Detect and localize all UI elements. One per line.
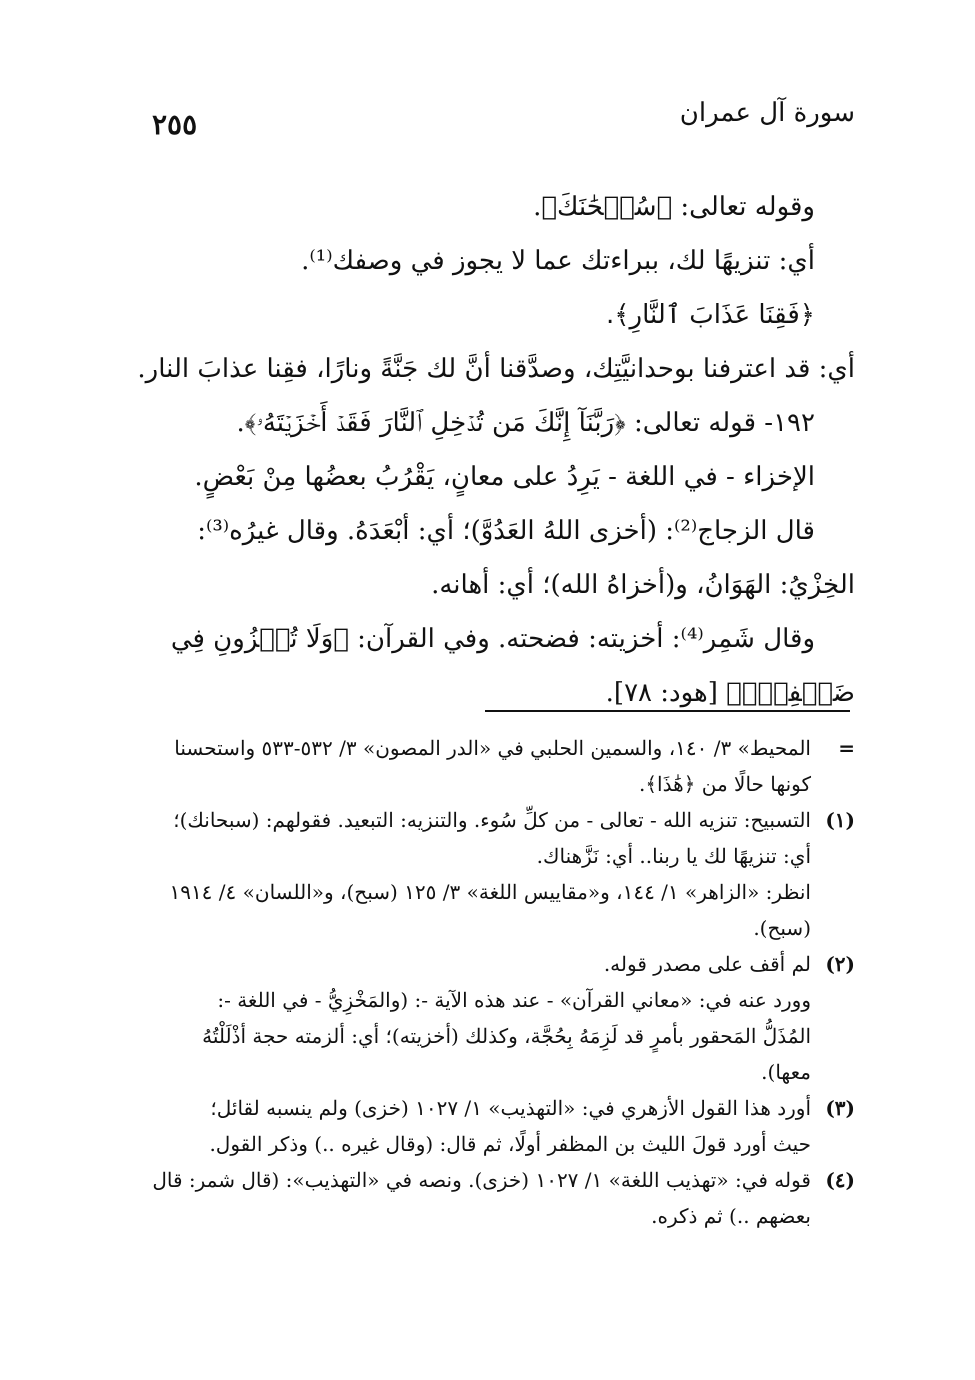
verse-heading: ١٩٢- قوله تعالى: ﴿رَبَّنَآ إِنَّكَ مَن تُدۡخِلِ ٱلنَّارَ فَقَدۡ أَخۡزَيۡتَهُۥ﴾. bbox=[236, 408, 815, 438]
continuation-marker: = bbox=[838, 736, 855, 760]
footnote-marker: (١) bbox=[825, 808, 855, 832]
body-line: الخِزْيُ: الهَوَانُ، و(أخزاهُ الله)؛ أي: أهانه. bbox=[431, 570, 855, 600]
body-line: وقال شَمِر⁽⁴⁾: أخزيته: فضحته. وفي القرآن: ﴿وَلَا تُخۡزُونِ فِي bbox=[170, 624, 815, 654]
footnote-line: وورد عنه في: «معاني القرآن» - عند هذه الآية -: (والمَخْزِيُّ - في اللغة -: bbox=[217, 988, 811, 1012]
footnote-marker: (٣) bbox=[825, 1096, 855, 1120]
footnote-marker: (٢) bbox=[825, 952, 855, 976]
body-line: أي: قد اعترفنا بوحدانيَّتِك، وصدَّقنا أنَّ لك جَنَّةً ونارًا، فقِنا عذابَ النار. bbox=[137, 354, 855, 384]
footnote-line: قوله في: «تهذيب اللغة» ١/ ١٠٢٧ (خزى). ونصه في «التهذيب»: (قال شمر: قال bbox=[152, 1168, 811, 1192]
quran-verse: ﴿فَقِنَا عَذَابَ ٱلنَّارِ﴾. bbox=[606, 300, 815, 330]
footnote-line: انظر: «الزاهر» ١/ ١٤٤، و«مقاييس اللغة» ٣/ ١٢٥ (سبح)، و«اللسان» ٤/ ١٩١٤ bbox=[169, 880, 811, 904]
footnote-separator bbox=[485, 710, 850, 712]
footnote-line: أي: تنزيهًا لك يا ربنا.. أي: نَزَّهناك. bbox=[536, 844, 811, 868]
body-line: الإخزاء - في اللغة - يَرِدُ على معانٍ، يَقْرُبُ بعضُها مِنْ بَعْضٍ. bbox=[194, 462, 815, 492]
body-line: أي: تنزيهًا لك، ببراءتك عما لا يجوز في وصفك⁽¹⁾. bbox=[301, 246, 815, 276]
footnote-3 bbox=[128, 1090, 855, 1162]
footnote-line: معها). bbox=[761, 1060, 811, 1084]
body-line: ضَيۡفِيٓۖ﴾ [هود: ٧٨]. bbox=[605, 678, 855, 708]
footnotes bbox=[128, 730, 855, 1234]
footnote-continuation bbox=[128, 730, 855, 802]
footnote-marker: (٤) bbox=[825, 1168, 855, 1192]
body-line: قال الزجاج⁽²⁾: (أخزى اللهُ العَدُوَّ)؛ أي: أبْعَدَهُ. وقال غيرُه⁽³⁾: bbox=[197, 516, 815, 546]
main-text bbox=[128, 180, 855, 720]
footnote-line: المحيط» ٣/ ١٤٠، والسمين الحلبي في «الدر المصون» ٣/ ٥٣٢-٥٣٣ واستحسنا bbox=[174, 736, 811, 760]
footnote-4 bbox=[128, 1162, 855, 1234]
footnote-line: التسبيح: تنزيه الله - تعالى - من كلِّ سُوء. والتنزيه: التبعيد. فقولهم: (سبحانك)؛ bbox=[173, 808, 811, 832]
footnote-line: لم أقف على مصدر قوله. bbox=[603, 952, 811, 976]
footnote-1 bbox=[128, 802, 855, 946]
footnote-line: بعضهم ..) ثم ذكره. bbox=[651, 1204, 811, 1228]
footnote-line: (سبح). bbox=[753, 916, 811, 940]
footnote-line: المُذَلُّ المَحقور بأمرٍ قد لَزِمَهُ بِحُجَّة، وكذلك (أخزيته)؛ أي: ألزمته حجة أذْلَلْتُهُ bbox=[202, 1024, 811, 1048]
footnote-line: أورد هذا القول الأزهري في: «التهذيب» ١/ ١٠٢٧ (خزى) ولم ينسبه لقائل؛ bbox=[210, 1096, 811, 1120]
footnote-line: حيث أورد قولَ الليث بن المظفر أولًا، ثم قال: (وقال غيره ..) وذكر القول. bbox=[209, 1132, 811, 1156]
running-header-title: سورة آل عمران bbox=[679, 98, 855, 128]
footnote-2 bbox=[128, 946, 855, 1090]
footnote-line: كونها حالًا من ﴿هَٰذَا﴾. bbox=[638, 772, 811, 796]
body-line: وقوله تعالى: ﴿سُبۡحَٰنَكَ﴾. bbox=[533, 192, 815, 222]
page-number: ٢٥٥ bbox=[152, 108, 198, 141]
